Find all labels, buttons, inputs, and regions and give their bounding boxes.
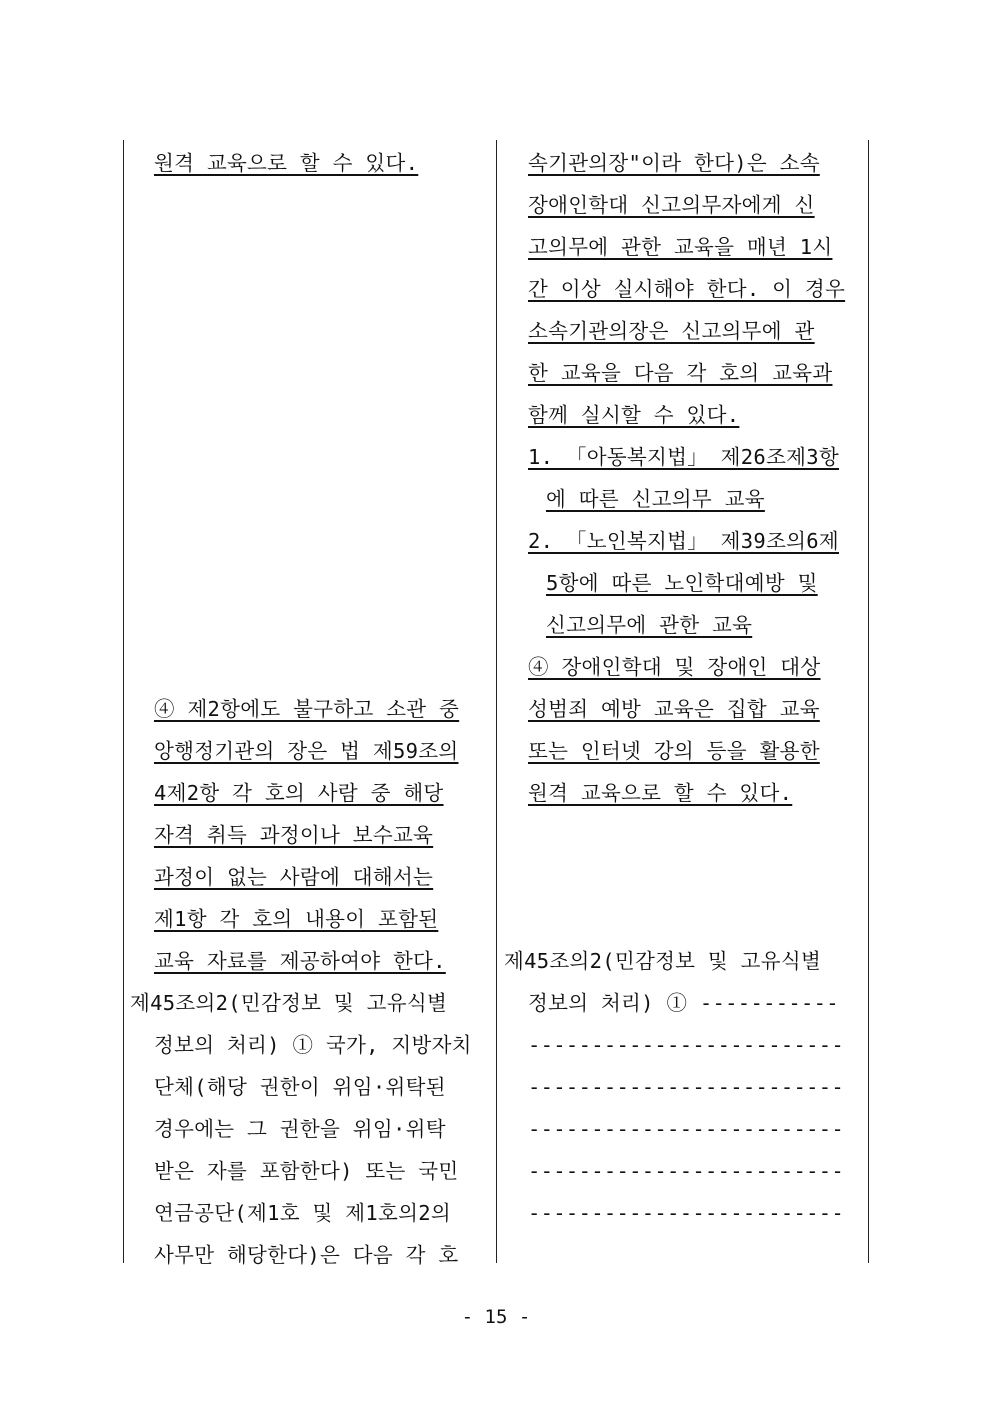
text-line: 사무만 해당한다)은 다음 각 호 [154,1243,459,1267]
right-item-1 [504,436,845,520]
unchanged-dash-line: ------------------------- [528,1117,845,1141]
right-column [504,142,845,1234]
text-line: 자격 취득 과정이나 보수교육 [154,823,434,847]
table-center-divider [496,140,497,1263]
text-line: 단체(해당 권한이 위임·위탁된 [154,1075,446,1099]
left-para-remote-education [130,142,472,184]
unchanged-dash-line: ------------------------- [528,1075,845,1099]
text-line: 4제2항 각 호의 사람 중 해당 [154,781,444,805]
text-line: 성범죄 예방 교육은 집합 교육 [528,697,820,721]
text-line: 한 교육을 다음 각 호의 교육과 [528,361,833,385]
page-number: - 15 - [461,1306,531,1328]
text-line: 1. 「아동복지법」 제26조제3항 [528,445,840,469]
left-article-45-2 [130,982,472,1276]
text-line: 원격 교육으로 할 수 있다. [528,781,793,805]
text-line: 간 이상 실시해야 한다. 이 경우 [528,277,846,301]
text-line: ④ 제2항에도 불구하고 소관 중 [154,697,460,721]
article-heading: 제45조의2(민감정보 및 고유식별 [130,991,448,1015]
text-line: 정보의 처리) ① 국가, 지방자치 [154,1033,472,1057]
text-line: 5항에 따른 노인학대예방 및 [546,571,818,595]
right-para-education-obligation [504,142,845,436]
table-right-border [868,140,869,1263]
text-line: 제1항 각 호의 내용이 포함된 [154,907,439,931]
text-line: 원격 교육으로 할 수 있다. [154,151,419,175]
left-para-paragraph-4 [130,688,472,982]
unchanged-dash-line: ------------------------- [528,1033,845,1057]
text-line: 2. 「노인복지법」 제39조의6제 [528,529,840,553]
text-line: 과정이 없는 사람에 대해서는 [154,865,434,889]
text-line: 속기관의장"이라 한다)은 소속 [528,151,820,175]
text-line: 받은 자를 포함한다) 또는 국민 [154,1159,459,1183]
text-line: 함께 실시할 수 있다. [528,403,740,427]
text-line: 고의무에 관한 교육을 매년 1시 [528,235,833,259]
text-line: 경우에는 그 권한을 위임·위탁 [154,1117,446,1141]
text-line: ④ 장애인학대 및 장애인 대상 [528,655,821,679]
right-item-2 [504,520,845,646]
text-line: 앙행정기관의 장은 법 제59조의 [154,739,459,763]
text-line: 교육 자료를 제공하여야 한다. [154,949,446,973]
right-blank-gap [504,814,845,940]
left-blank-gap [130,184,472,688]
text-line: 연금공단(제1호 및 제1호의2의 [154,1201,451,1225]
text-line: 소속기관의장은 신고의무에 관 [528,319,815,343]
text-line: 장애인학대 신고의무자에게 신 [528,193,815,217]
unchanged-dash-line: ------------------------- [528,1159,845,1183]
left-column [130,142,472,1276]
table-left-border [123,140,124,1263]
article-heading: 제45조의2(민감정보 및 고유식별 [504,949,822,973]
text-line: 에 따른 신고의무 교육 [546,487,765,511]
text-line: 정보의 처리) ① ----------- [528,991,839,1015]
right-article-45-2 [504,940,845,1234]
text-line: 신고의무에 관한 교육 [546,613,753,637]
right-para-paragraph-4 [504,646,845,814]
text-line: 또는 인터넷 강의 등을 활용한 [528,739,820,763]
unchanged-dash-line: ------------------------- [528,1201,845,1225]
